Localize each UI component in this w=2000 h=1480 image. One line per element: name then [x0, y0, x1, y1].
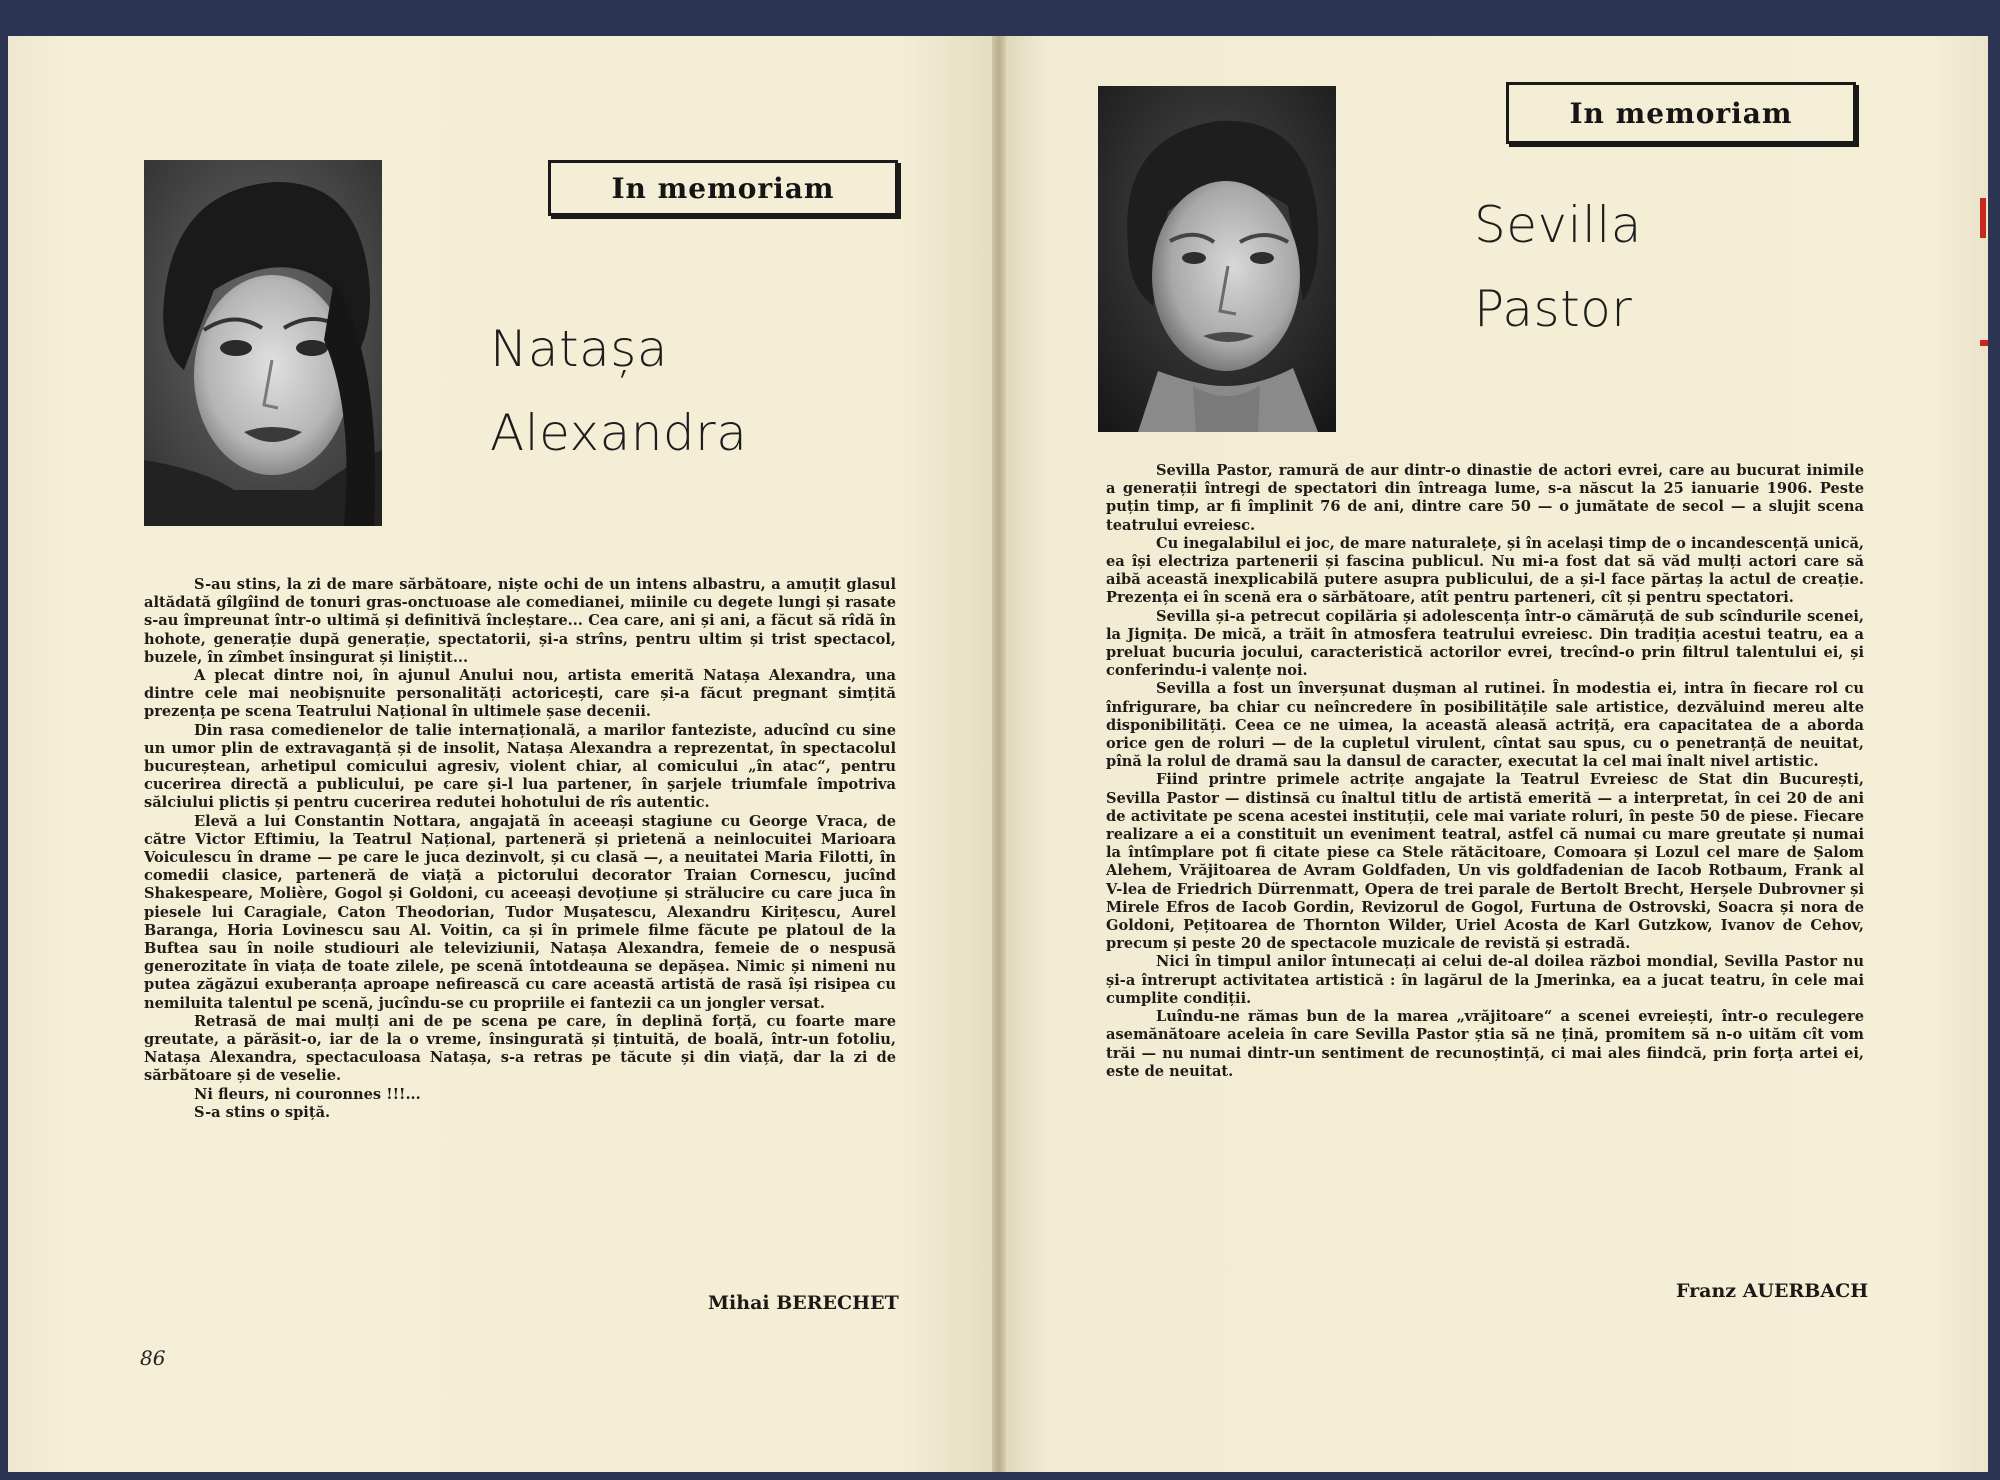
- name-first-right: Sevilla: [1474, 196, 1642, 254]
- paragraph: Fiind printre primele actrițe angajate la Teatrul Evreiesc de Stat din București, Sevilla Pastor — distinsă cu înaltul titlu de artistă emerită — a interpretat, în cei 20 de ani de activitate pe scena acestei instituții, cele mai variate roluri, în peste 50 de piese. Fiecare realizare a ei a constituit un eveniment teatral, astfel că numai cu mare greutate și numai la întîmplare pot fi citate piese ca Stele rătăcitoare, Comoara și Lozul cel mare de Șalom Alehem, Vrăjitoarea de Avram Goldfaden, Un vis goldfadenian de Iacob Rotbaum, Frank al V-lea de Friedrich Dürrenmatt, Opera de trei parale de Bertolt Brecht, Herșele Dubrovner și Mirele Efros de Iacob Gordin, Revizorul de Gogol, Furtuna de Ostrovski, Soacra și nora de Goldoni, Pețitoarea de Thornton Wilder, Uriel Acosta de Karl Gutzkow, Ivanov de Cehov, precum și peste 20 de spectacole muzicale de revistă și estradă.: [1106, 771, 1864, 953]
- paragraph: Ni fleurs, ni couronnes !!!...: [194, 1085, 421, 1103]
- portrait-photo-natasa-alexandra: [144, 160, 382, 526]
- author-signature-left: Mihai BERECHET: [708, 1292, 899, 1314]
- edge-red-mark: [1980, 198, 1986, 238]
- paragraph: Cu inegalabilul ei joc, de mare naturalețe, și în același timp de o incandescență unică, ea își electriza partenerii și fascina publicul. Nu mi-a fost dat să văd mulți actori care să aibă această inexplicabilă putere asupra publicului, de a și-l face părtaș la actul de creație. Prezența ei în scenă era o sărbătoare, atît pentru parteneri, cît și pentru spectatori.: [1106, 534, 1865, 607]
- paragraph: S-a stins o spiță.: [194, 1103, 331, 1121]
- name-last-left: Alexandra: [490, 404, 748, 462]
- paragraph: Nici în timpul anilor întunecați ai celui de-al doilea război mondial, Sevilla Pastor nu și-a întrerupt activitatea artistică : în lagărul de la Jmerinka, ea a jucat teatru, în cele mai cumplite condiții.: [1106, 953, 1864, 1007]
- portrait-photo-sevilla-pastor: [1098, 86, 1336, 432]
- paragraph: Luîndu-ne rămas bun de la marea „vrăjitoare“ a scenei evreiești, într-o reculegere asemănătoare aceleia în care Sevilla Pastor știa să ne țină, promitem să n-o uităm cît vom trăi — nu numai dintr-un sentiment de recunoștință, ci mai ales fiindcă, prin forța artei ei, este de neuitat.: [1106, 1008, 1864, 1080]
- paragraph: Sevilla Pastor, ramură de aur dintr-o dinastie de actori evrei, care au bucurat inimile a generații întregi de spectatori din întreaga lume, s-a născut la 25 ianuarie 1906. Peste puțin timp, ar fi împlinit 76 de ani, dintre care 50 — o jumătate de secol — a slujit scena teatrului evreiesc.: [1106, 462, 1864, 534]
- author-signature-right: Franz AUERBACH: [1676, 1280, 1869, 1302]
- edge-red-mark: [1980, 340, 1988, 346]
- paragraph: Sevilla și-a petrecut copilăria și adolescența într-o cămăruță de sub scîndurile scenei, la Jignița. De mică, a trăit în atmosfera teatrului evreiesc. Din tradiția acestui teatru, ea a preluat bucuria jocului, caracteristică actorilor evrei, trecînd-o prin filtrul talentului ei, și conferindu-i valențe noi.: [1106, 607, 1864, 680]
- name-first-left: Natașa: [490, 320, 668, 378]
- article-body-left: [144, 576, 896, 1122]
- name-last-right: Pastor: [1474, 280, 1633, 338]
- book-spine: [992, 36, 1006, 1472]
- article-body-right: [1106, 462, 1864, 1081]
- section-label-left: In memoriam: [548, 160, 898, 216]
- page-number: 86: [140, 1346, 166, 1370]
- paragraph: S-au stins, la zi de mare sărbătoare, niște ochi de un intens albastru, a amuțit glasul altădată gîlgîind de tonuri gras-onctuoase ale comedianei, miinile cu degete lungi și rasate s-au împreunat într-o ultimă și definitivă încleștare... Cea care, ani și ani, a făcut să rîdă în hohote, generație după generație, spectatorii, și-a strîns, pentru ultim și trist spectacol, buzele, în zîmbet însingurat și liniștit...: [144, 576, 896, 666]
- paragraph: Retrasă de mai mulți ani de pe scena pe care, în deplină forță, cu foarte mare greutate, a părăsit-o, iar de la o vreme, însingurată și țintuită, de boală, într-un fotoliu, Natașa Alexandra, spectaculoasa Natașa, s-a retras pe tăcute și din viață, dar la zi de sărbătoare și de veselie.: [144, 1012, 896, 1085]
- paragraph: Din rasa comedienelor de talie internațională, a marilor fanteziste, aducînd cu sine un umor plin de extravaganță și de insolit, Natașa Alexandra a reprezentat, în spectacolul bucureștean, arhetipul comicului agresiv, violent chiar, al comicului „în atac“, pentru cucerirea directă a publicului, pe care și-l lua partener, în șarjele triumfale împotriva sălciului plictis și pentru cucerirea redutei hohotului de rîs autentic.: [144, 721, 896, 812]
- paragraph: Elevă a lui Constantin Nottara, angajată în aceeași stagiune cu George Vraca, de către Victor Eftimiu, la Teatrul Național, parteneră și prietenă a neinlocuitei Marioara Voiculescu în drame — pe care le juca dezinvolt, și cu clasă —, a neuitatei Maria Filotti, în comedii clasice, parteneră de viață a pictorului decorator Traian Cornescu, jucînd Shakespeare, Molière, Gogol și Goldoni, cu aceeași devoțiune și strălucire cu care juca în piesele lui Caragiale, Caton Theodorian, Tudor Mușatescu, Alexandru Kirițescu, Aurel Baranga, Horia Lovinescu sau Al. Voitin, ca și în primele filme făcute pe platoul de la Buftea sau în noile studiouri ale televiziunii, Natașa Alexandra, femeie de o nespusă generozitate în viața de toate zilele, pe scenă întotdeauna se depășea. Nimic și nimeni nu putea zăgăzui exuberanța aproape nefirească cu care această artistă de rasă își risipea cu nemiluita talentul pe scenă, jucîndu-se cu propriile ei fantezii ca un jongler versat.: [144, 812, 896, 1012]
- paragraph: Sevilla a fost un înverșunat dușman al rutinei. În modestia ei, intra în fiecare rol cu înfrigurare, ba chiar cu neîncredere în posibilitățile sale artistice, dezvăluind mereu alte disponibilități. Ceea ce ne uimea, la această aleasă actriță, era capacitatea de a aborda orice gen de roluri — de la cupletul virulent, cîntat sau spus, cu o penetranță de neuitat, pînă la rolul de dramă sau la dansul de caracter, executat la cel mai înalt nivel artistic.: [1106, 680, 1864, 771]
- paragraph: A plecat dintre noi, în ajunul Anului nou, artista emerită Natașa Alexandra, una dintre cele mai neobișnuite personalități actoricești, care și-a făcut pregnant simțită prezența pe scena Teatrului Național în ultimele șase decenii.: [144, 667, 896, 721]
- section-label-right: In memoriam: [1506, 82, 1856, 144]
